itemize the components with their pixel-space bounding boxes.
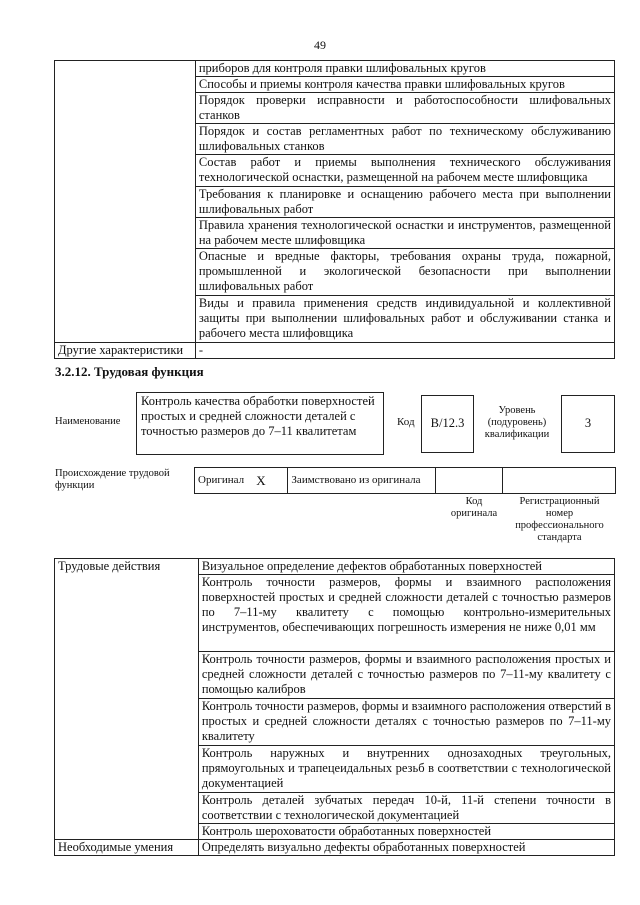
origin-label: Происхождение трудовой функции [55, 468, 170, 491]
registration-caption: Регистрационный номер профессионального стандарта [515, 496, 604, 543]
other-characteristics-value: - [195, 343, 614, 359]
knowledge-row: Опасные и вредные факторы, требования охраны труда, пожарной, промышленной и экологической безопасности при выполнении шлифовальных работ [195, 249, 614, 296]
code-caption: Код оригинала [450, 496, 498, 519]
action-row: Контроль наружных и внутренних однозаходных треугольных, прямоугольных и трапецеидальных резьб в соответствии с технологической документацией [198, 746, 614, 793]
actions-table [54, 558, 615, 856]
knowledge-row: Состав работ и приемы выполнения технического обслуживания технологической оснастки, размещенной на рабочем месте шлифовщика [195, 155, 614, 187]
actions-label: Трудовые действия [55, 559, 199, 840]
skills-label: Необходимые умения [55, 840, 199, 856]
action-row: Контроль точности размеров, формы и взаимного расположения поверхностей простых и средней сложности деталей с точностью размеров по 7–11-му квалитету с помощью контрольно-измерительных инструментов, обеспечивающих погрешность измерения не ниже 0,01 мм [198, 575, 614, 652]
other-characteristics-label: Другие характеристики [55, 343, 196, 359]
page-number: 49 [314, 38, 326, 52]
action-row: Визуальное определение дефектов обработанных поверхностей [198, 559, 614, 575]
knowledge-row: Виды и правила применения средств индивидуальной и коллективной защиты при выполнении шлифовальных работ и обслуживании станка и рабочего места шлифовщика [195, 296, 614, 343]
registration-number-cell [503, 468, 616, 494]
code-value: B/12.3 [430, 416, 465, 430]
original-mark: X [253, 468, 288, 494]
level-value: 3 [584, 416, 592, 430]
knowledge-table [54, 60, 615, 359]
level-label: Уровень (подуровень) квалификации [484, 405, 550, 440]
name-label: Наименование [55, 416, 121, 427]
original-code-cell [436, 468, 503, 494]
code-label: Код [397, 416, 415, 428]
original-label: Оригинал [195, 468, 254, 494]
borrowed-label: Заимствовано из оригинала [288, 468, 436, 494]
knowledge-row: Порядок и состав регламентных работ по техническому обслуживанию шлифовальных станков [195, 124, 614, 155]
action-row: Контроль шероховатости обработанных поверхностей [198, 824, 614, 840]
level-box [561, 395, 615, 453]
function-name-value: Контроль качества обработки поверхностей простых и средней сложности деталей с точностью размеров до 7–11 квалитетам [141, 394, 375, 438]
knowledge-row: Порядок проверки исправности и работоспособности шлифовальных станков [195, 93, 614, 124]
section-heading: 3.2.12. Трудовая функция [55, 364, 204, 379]
origin-table [194, 467, 616, 494]
label-cell-empty [55, 61, 196, 343]
action-row: Контроль точности размеров, формы и взаимного расположения отверстий в простых и средней сложности деталях с точностью размеров по 7–11-му квалитету [198, 699, 614, 746]
skill-row: Определять визуально дефекты обработанных поверхностей [198, 840, 614, 856]
knowledge-row: Требования к планировке и оснащению рабочего места при выполнении шлифовальных работ [195, 187, 614, 218]
knowledge-row: Правила хранения технологической оснастки и инструментов, размещенной на рабочем месте шлифовщика [195, 218, 614, 249]
function-name-box [136, 392, 384, 455]
knowledge-row: Способы и приемы контроля качества правки шлифовальных кругов [195, 77, 614, 93]
code-box [421, 395, 474, 453]
action-row: Контроль деталей зубчатых передач 10-й, 11-й степени точности в соответствии с технологической документацией [198, 793, 614, 824]
knowledge-row: приборов для контроля правки шлифовальных кругов [195, 61, 614, 77]
action-row: Контроль точности размеров, формы и взаимного расположения простых и средней сложности деталей с точностью размеров по 7–11-му квалитету с помощью калибров [198, 652, 614, 699]
